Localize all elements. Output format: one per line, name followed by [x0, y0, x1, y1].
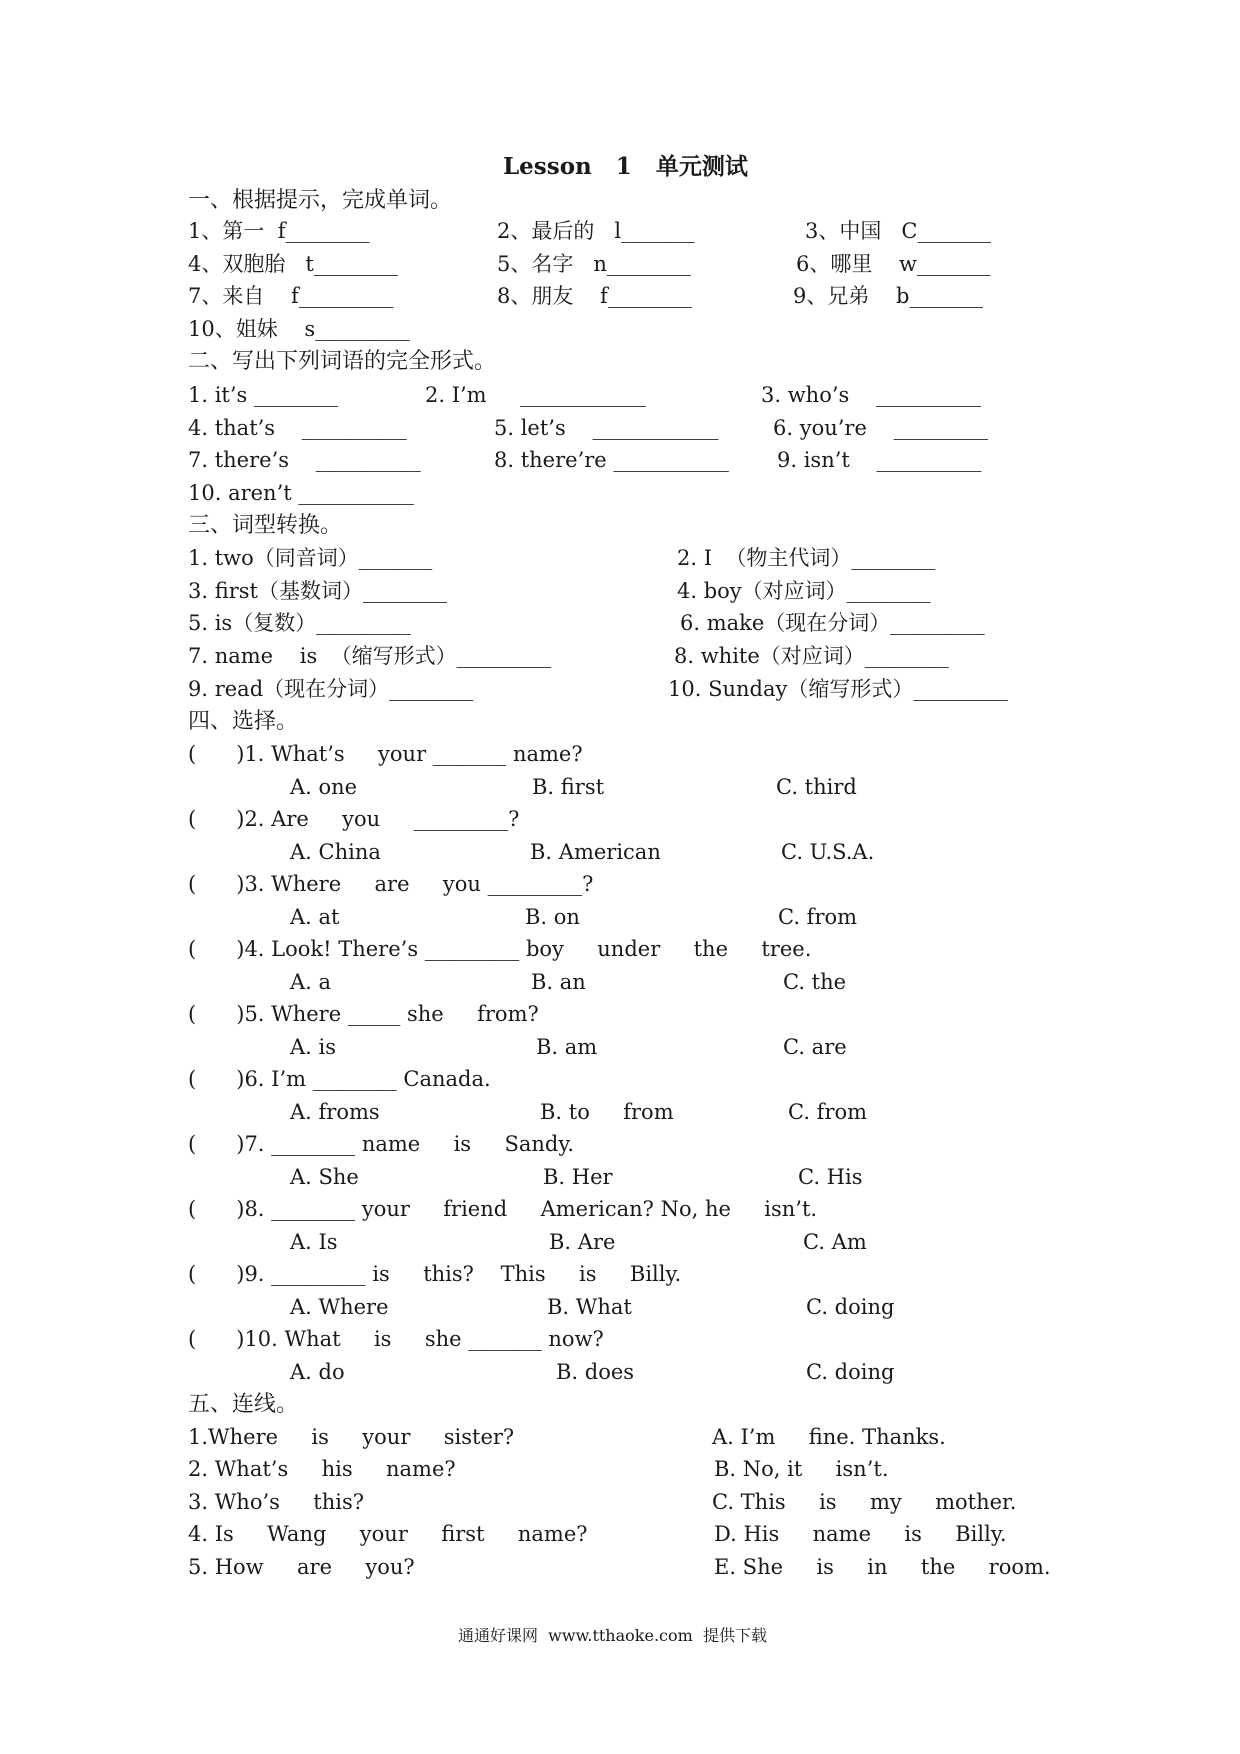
- s2-item: 7. there’s __________: [188, 448, 421, 472]
- section-heading: 五、连线。: [188, 1392, 299, 1417]
- option-c: C. from: [778, 905, 858, 929]
- s2-item: 3. who’s __________: [761, 383, 982, 407]
- question: ( )8. ________ your friend American? No, he isn’t.: [188, 1197, 818, 1221]
- option-b: B. Are: [549, 1230, 616, 1254]
- option-a: A. at: [290, 905, 340, 929]
- s2-item: 6. you’re _________: [773, 416, 989, 440]
- option-c: C. Am: [803, 1230, 867, 1254]
- option-b: B. American: [530, 840, 661, 864]
- s3-item: 9. read（现在分词）________: [188, 677, 474, 701]
- option-a: A. She: [290, 1165, 359, 1189]
- s2-item: 1. it’s ________: [188, 383, 338, 407]
- option-a: A. a: [290, 970, 332, 994]
- match-answer: A. I’m fine. Thanks.: [712, 1425, 946, 1449]
- section-heading: 三、词型转换。: [188, 513, 343, 538]
- question: ( )10. What is she _______ now?: [188, 1327, 604, 1351]
- option-a: A. Where: [290, 1295, 389, 1319]
- option-a: A. one: [290, 775, 358, 799]
- match-question: 5. How are you?: [188, 1555, 415, 1579]
- option-c: C. doing: [806, 1295, 895, 1319]
- option-b: B. am: [536, 1035, 598, 1059]
- s2-item: 8. there’re ___________: [494, 448, 729, 472]
- match-question: 4. Is Wang your first name?: [188, 1522, 588, 1546]
- match-answer: E. She is in the room.: [714, 1555, 1051, 1579]
- option-c: C. U.S.A.: [781, 840, 875, 864]
- option-c: C. His: [798, 1165, 863, 1189]
- s1-item: 10、姐妹 s_________: [188, 317, 410, 341]
- option-c: C. the: [783, 970, 847, 994]
- question: ( )9. _________ is this? This is Billy.: [188, 1262, 682, 1286]
- match-answer: D. His name is Billy.: [714, 1522, 1007, 1546]
- option-a: A. froms: [290, 1100, 380, 1124]
- s1-item: 2、最后的 l_______: [497, 219, 695, 243]
- option-b: B. an: [531, 970, 586, 994]
- question: ( )4. Look! There’s _________ boy under the tree.: [188, 937, 812, 961]
- s2-item: 10. aren’t ___________: [188, 481, 414, 505]
- question: ( )5. Where _____ she from?: [188, 1002, 539, 1026]
- page-title: Lesson 1 单元测试: [503, 153, 748, 180]
- s3-item: 3. first（基数词）________: [188, 579, 447, 603]
- option-c: C. are: [783, 1035, 847, 1059]
- option-b: B. does: [556, 1360, 635, 1384]
- s2-item: 2. I’m ____________: [425, 383, 646, 407]
- s3-item: 2. I （物主代词）________: [677, 546, 936, 570]
- option-a: A. Is: [290, 1230, 338, 1254]
- s3-item: 6. make（现在分词）_________: [680, 611, 985, 635]
- option-b: B. to from: [540, 1100, 674, 1124]
- question: ( )7. ________ name is Sandy.: [188, 1132, 575, 1156]
- s1-item: 5、名字 n________: [497, 252, 691, 276]
- option-b: B. first: [532, 775, 605, 799]
- option-c: C. third: [776, 775, 857, 799]
- question: ( )2. Are you _________?: [188, 807, 520, 831]
- s1-item: 7、来自 f_________: [188, 284, 394, 308]
- match-question: 2. What’s his name?: [188, 1457, 456, 1481]
- option-b: B. Her: [543, 1165, 613, 1189]
- s1-item: 4、双胞胎 t________: [188, 252, 398, 276]
- match-answer: B. No, it isn’t.: [714, 1457, 889, 1481]
- option-c: C. doing: [806, 1360, 895, 1384]
- s1-item: 9、兄弟 b_______: [793, 284, 984, 308]
- option-b: B. What: [547, 1295, 632, 1319]
- section-heading: 一、根据提示，完成单词。: [188, 188, 453, 213]
- match-question: 1.Where is your sister?: [188, 1425, 515, 1449]
- s2-item: 5. let’s ____________: [494, 416, 719, 440]
- s1-item: 1、第一 f________: [188, 219, 370, 243]
- match-question: 3. Who’s this?: [188, 1490, 365, 1514]
- s3-item: 4. boy（对应词）________: [677, 579, 931, 603]
- s3-item: 1. two（同音词）_______: [188, 546, 433, 570]
- s3-item: 10. Sunday（缩写形式）_________: [668, 677, 1008, 701]
- s2-item: 4. that’s __________: [188, 416, 407, 440]
- option-a: A. do: [290, 1360, 345, 1384]
- section-heading: 二、写出下列词语的完全形式。: [188, 349, 497, 374]
- s1-item: 3、中国 C_______: [805, 219, 991, 243]
- option-a: A. is: [290, 1035, 337, 1059]
- s3-item: 5. is（复数）_________: [188, 611, 411, 635]
- s3-item: 8. white（对应词）________: [674, 644, 949, 668]
- match-answer: C. This is my mother.: [712, 1490, 1017, 1514]
- section-heading: 四、选择。: [188, 709, 299, 734]
- option-b: B. on: [525, 905, 580, 929]
- question: ( )1. What’s your _______ name?: [188, 742, 583, 766]
- footer-note: 通通好课网 www.tthaoke.com 提供下载: [458, 1626, 767, 1645]
- s1-item: 8、朋友 f________: [497, 284, 692, 308]
- s1-item: 6、哪里 w_______: [796, 252, 991, 276]
- option-a: A. China: [290, 840, 381, 864]
- s2-item: 9. isn’t __________: [777, 448, 982, 472]
- question: ( )6. I’m ________ Canada.: [188, 1067, 491, 1091]
- question: ( )3. Where are you _________?: [188, 872, 594, 896]
- s3-item: 7. name is （缩写形式）_________: [188, 644, 552, 668]
- option-c: C. from: [788, 1100, 868, 1124]
